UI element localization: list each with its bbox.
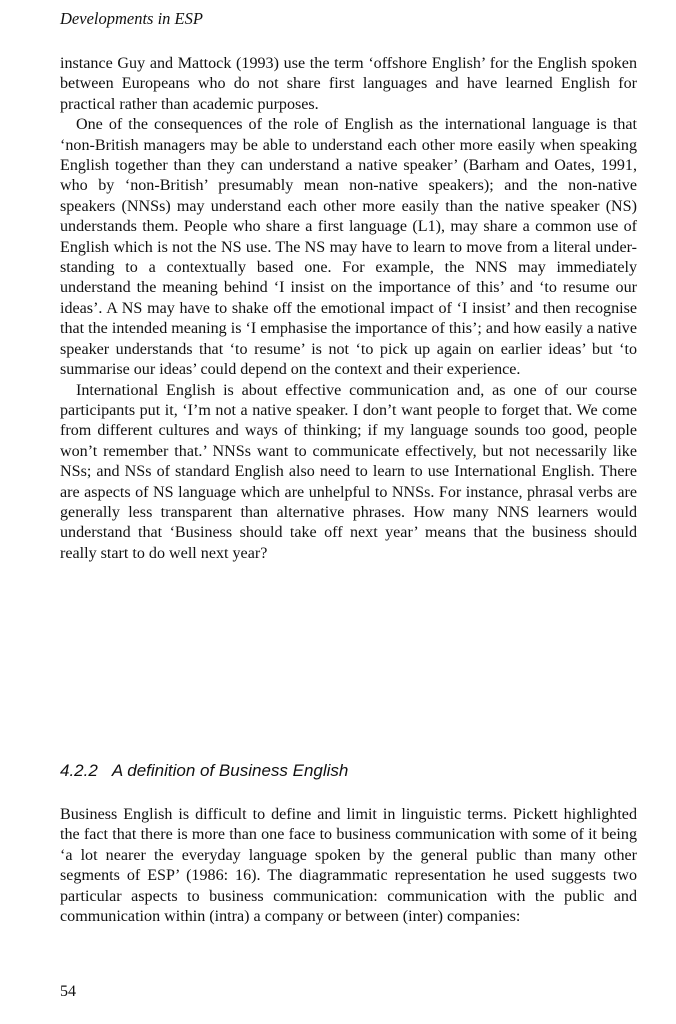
paragraph-consequences: One of the consequences of the role of English as the international language is that ‘non-British managers may be able to understand each other more easily when speaking English together than they can understand a native speaker’ (Barham and Oates, 1991, who by ‘non-British’ presumably mean non-native speakers); and the non-native speakers (NNSs) may understand each other more easily than the native speaker (NS) understands them. People who share a first language (L1), may share a common use of English which is not the NS use. The NS may have to learn to move from a literal under-standing to a contextually based one. For example, the NNS may immediately understand the meaning behind ‘I insist on the importance of this’ and ‘to resume our ideas’. A NS may have to shake off the emotional impact of ‘I insist’ and then recognise that the intended meaning is ‘I emphasise the importance of this’; and how easily a native speaker understands that ‘to resume’ is not ‘to pick up again on earlier ideas’ but ‘to summarise our ideas’ could depend on the context and their experience. <box>60 116 637 379</box>
section-body <box>60 805 637 927</box>
paragraph-continuation: instance Guy and Mattock (1993) use the term ‘offshore English’ for the English spoken between Europeans who do not share first languages and have learned English for practical rather than academic purposes. <box>60 55 637 113</box>
paragraph-international-english: International English is about effective communication and, as one of our course participants put it, ‘I’m not a native speaker. I don’t want people to forget that. We come from different cultures and ways of thinking; if my language sounds too good, people won’t remember that.’ NNSs want to communicate effectively, but not necessarily like NSs; and NSs of standard English also need to learn to use International English. There are aspects of NS language which are unhelpful to NNSs. For instance, phrasal verbs are generally less transparent than alternative phrases. How many NNS learners would understand that ‘Business should take off next year’ means that the business should really start to do well next year? <box>60 381 637 562</box>
section-heading <box>60 760 348 782</box>
section-title: A definition of Business English <box>111 761 349 780</box>
body-text <box>60 54 637 564</box>
running-head: Developments in ESP <box>60 9 203 28</box>
section-number: 4.2.2 <box>60 761 98 780</box>
paragraph-business-english: Business English is difficult to define and limit in linguistic terms. Pickett highlighted the fact that there is more than one face to business communication with some of it being ‘a lot nearer the everyday language spoken by the general public than many other segments of ESP’ (1986: 16). The diagrammatic representation he used suggests two particular aspects to business communication: communication with the public and communication within (intra) a company or between (inter) companies: <box>60 806 637 926</box>
page-number: 54 <box>60 983 76 1000</box>
